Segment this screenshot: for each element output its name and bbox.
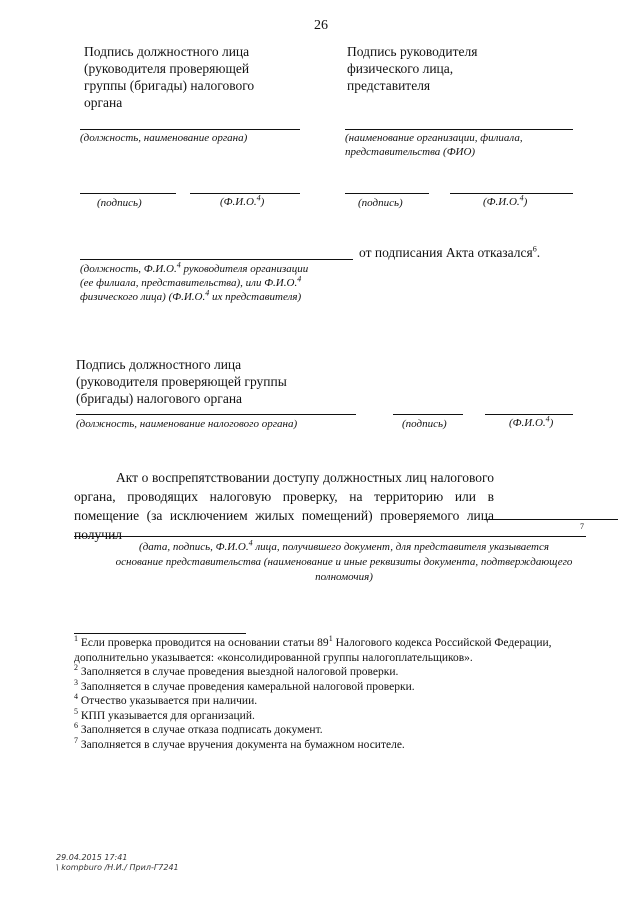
signature-line[interactable] xyxy=(345,193,429,194)
caption-line: представительства (ФИО) xyxy=(345,146,476,158)
footnote-2 xyxy=(74,665,619,680)
caption-line: полномочия) xyxy=(315,571,373,583)
title-line: Подпись должностного лица xyxy=(76,357,242,372)
position-line[interactable] xyxy=(80,129,300,130)
caption-line xyxy=(80,290,360,304)
title-line: Подпись должностного лица xyxy=(84,44,250,59)
fio-sup: 4 xyxy=(256,193,261,203)
caption-line: основание представительства (наименование и иные реквизиты документа, подтверждающего xyxy=(115,556,573,568)
footnote-text: КПП указывается для организаций. xyxy=(80,709,255,722)
title-line: (руководителя проверяющей группы xyxy=(76,374,287,389)
footnote-1 xyxy=(74,636,619,651)
caption-line xyxy=(74,540,614,555)
fio-close: ) xyxy=(549,417,554,429)
organization-line[interactable] xyxy=(345,129,573,130)
refusal-caption xyxy=(80,262,360,304)
fio-close: ) xyxy=(260,196,265,208)
caption-line xyxy=(80,276,360,290)
act-receipt-paragraph: Акт о воспрепятствовании доступу должностных лиц налогового органа, проводящих налоговую проверку, на территорию или в помещение (за исключением жилых помещений) проверяемого лица получил xyxy=(74,470,494,542)
footnote-text: Заполняется в случае проведения камеральной налоговой проверки. xyxy=(80,680,415,693)
receipt-caption xyxy=(74,540,614,585)
caption-text: (ее филиала, представительства), или Ф.И.О. xyxy=(80,277,298,289)
footnote-separator xyxy=(74,633,246,634)
footnote-num: 5 xyxy=(74,706,78,716)
position-caption: (должность, наименование органа) xyxy=(80,132,248,144)
title-line: Подпись руководителя xyxy=(347,44,478,59)
footnote-num: 6 xyxy=(74,721,78,731)
signature-caption: (подпись) xyxy=(358,197,403,209)
caption-sup: 4 xyxy=(176,260,181,270)
caption-text: руководителя организации xyxy=(180,263,309,275)
signature-line[interactable] xyxy=(393,414,463,415)
caption-sup: 4 xyxy=(297,274,302,284)
footnote-text: Налогового кодекса Российской Федерации, xyxy=(332,637,552,649)
footnote-num: 4 xyxy=(74,692,78,702)
footnote-text: Заполняется в случае проведения выездной налоговой проверки. xyxy=(80,666,399,678)
position-caption: (должность, наименование налогового органа) xyxy=(76,418,298,430)
title-line: (бригады) налогового органа xyxy=(76,391,243,406)
signature-caption: (подпись) xyxy=(402,418,447,430)
receipt-sup: 7 xyxy=(580,522,584,531)
caption-line xyxy=(80,262,360,276)
title-line: физического лица, xyxy=(347,61,454,76)
position-line[interactable] xyxy=(76,414,356,415)
footnote-num: 7 xyxy=(74,735,78,745)
fio-sup: 4 xyxy=(545,414,550,424)
refusal-line[interactable] xyxy=(80,259,353,260)
title-line: группы (бригады) налогового xyxy=(84,78,255,93)
receipt-line-2[interactable] xyxy=(74,536,586,537)
title-line: органа xyxy=(84,95,123,110)
footnote-7 xyxy=(74,735,619,753)
title-line: (руководителя проверяющей xyxy=(84,61,250,76)
caption-text: их представителя) xyxy=(209,291,302,303)
title-line: представителя xyxy=(347,78,431,93)
footnote-text: Отчество указывается при наличии. xyxy=(80,695,258,707)
stamp-line: \ kompburo /Н.И./ Прил-Г7241 xyxy=(56,863,179,872)
footnote-3 xyxy=(74,677,619,695)
fio-line[interactable] xyxy=(190,193,300,194)
caption-text: физического лица) (Ф.И.О. xyxy=(80,291,206,303)
document-stamp xyxy=(56,853,179,873)
caption-sup: 4 xyxy=(248,538,253,548)
receipt-line-1[interactable] xyxy=(484,519,618,520)
fio-line[interactable] xyxy=(450,193,573,194)
signature-caption: (подпись) xyxy=(97,197,142,209)
head-signature-title xyxy=(347,43,567,94)
stamp-line: 29.04.2015 17:41 xyxy=(56,853,128,862)
footnote-num: 2 xyxy=(74,663,78,673)
signature-line[interactable] xyxy=(80,193,176,194)
fio-text: (Ф.И.О. xyxy=(483,196,520,208)
organization-caption xyxy=(345,131,575,159)
caption-sup: 4 xyxy=(205,288,210,298)
caption-text: (должность, Ф.И.О. xyxy=(80,263,177,275)
fio-sup: 4 xyxy=(519,193,524,203)
refusal-sup: 6 xyxy=(532,244,537,254)
footnote-1-cont: дополнительно указывается: «консолидированной группы налогоплательщиков». xyxy=(74,651,473,664)
footnote-sup: 1 xyxy=(328,634,333,644)
caption-text: лица, получившего документ, для представителя указывается xyxy=(252,541,549,553)
fio-caption xyxy=(483,195,527,209)
footnotes xyxy=(74,636,619,752)
fio-close: ) xyxy=(523,196,528,208)
fio-caption xyxy=(509,416,553,430)
footnote-num: 1 xyxy=(74,634,78,644)
inspector-signature-title xyxy=(76,356,346,407)
footnote-text: Заполняется в случае вручения документа на бумажном носителе. xyxy=(80,738,405,751)
caption-text: (дата, подпись, Ф.И.О. xyxy=(139,541,249,553)
caption-line: (наименование организации, филиала, xyxy=(345,132,523,144)
fio-caption xyxy=(220,195,264,209)
footnote-4 xyxy=(74,694,619,709)
footnote-text: Заполняется в случае отказа подписать документ. xyxy=(80,724,323,736)
footnote-num: 3 xyxy=(74,677,78,687)
official-signature-title xyxy=(84,43,304,111)
refusal-end: . xyxy=(536,245,541,260)
fio-line[interactable] xyxy=(485,414,573,415)
page-number: 26 xyxy=(314,18,328,33)
refusal-label: от подписания Акта отказался xyxy=(359,245,533,260)
refusal-text xyxy=(359,244,540,261)
footnote-6 xyxy=(74,723,619,738)
fio-text: (Ф.И.О. xyxy=(509,417,546,429)
footnote-5 xyxy=(74,706,619,724)
fio-text: (Ф.И.О. xyxy=(220,196,257,208)
footnote-text: Если проверка проводится на основании статьи 89 xyxy=(80,637,329,649)
